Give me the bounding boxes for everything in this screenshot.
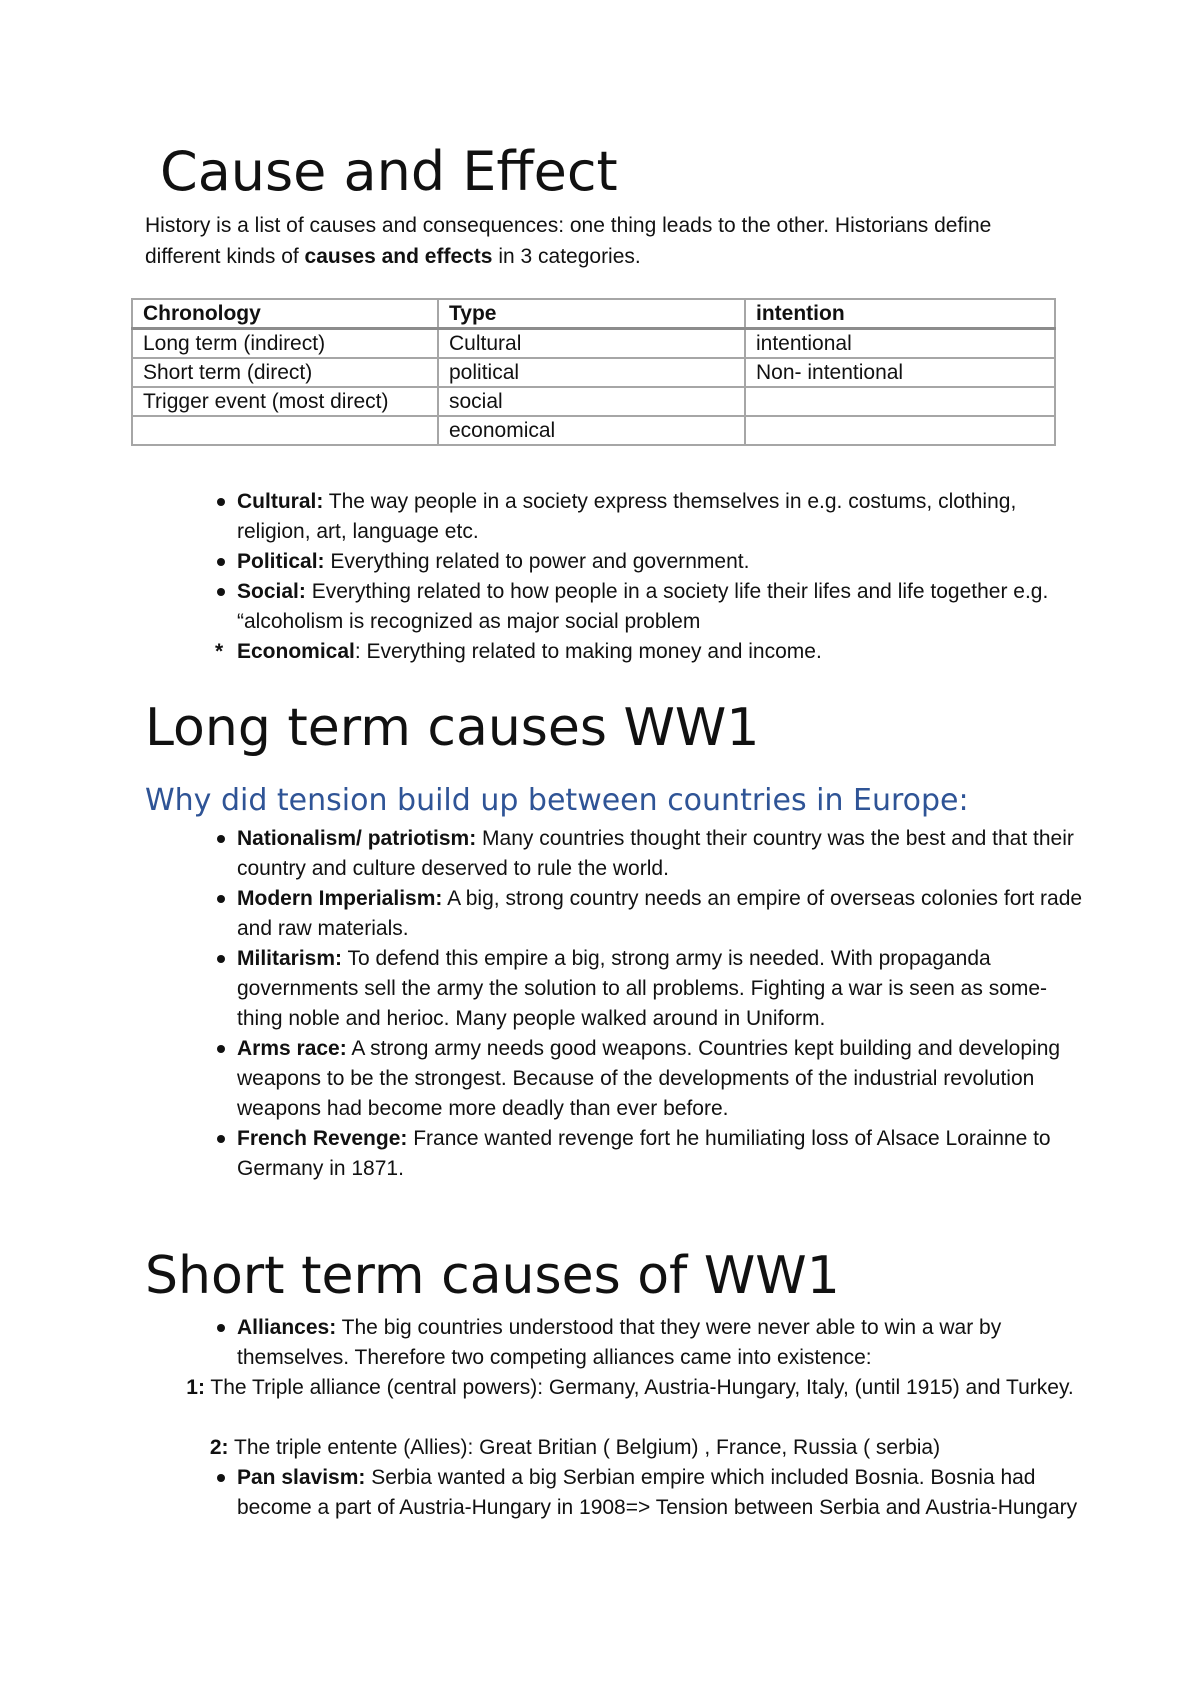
list-item — [165, 547, 1085, 577]
table-cell: economical — [438, 416, 745, 445]
item-text: Many countries thought their country was the best and that their country and culture deserved to rule the world. — [237, 827, 1074, 880]
table-cell: Cultural — [438, 329, 745, 359]
item-text: Everything related to how people in a society life their lifes and life together e.g. “alcoholism is recognized as major social problem — [237, 580, 1049, 633]
item-text: The way people in a society express themselves in e.g. costums, clothing, religion, art, language etc. — [237, 490, 1017, 543]
table-cell: Long term (indirect) — [132, 329, 438, 359]
item-term: Cultural: — [237, 490, 324, 513]
item-text: A big, strong country needs an empire of overseas colonies fort rade and raw materials. — [237, 887, 1083, 940]
line-text: The triple entente (Allies): Great Britian ( Belgium) , France, Russia ( serbia) — [228, 1436, 941, 1459]
item-text: Serbia wanted a big Serbian empire which included Bosnia. Bosnia had become a part of Austria-Hungary in 1908=> Tension between Serbia and Austria-Hungary — [237, 1466, 1078, 1519]
item-text: To defend this empire a big, strong army is needed. With propaganda governments sell the army the solution to all problems. Fighting a war is seen as some-thing noble and herioc. Many people walked around in Uniform. — [237, 947, 1048, 1030]
item-text: A strong army needs good weapons. Countries kept building and developing weapons to be the strongest. Because of the developments of the industrial revolution weapons had become more deadly than ever before. — [237, 1037, 1061, 1120]
table-header-row — [132, 299, 1055, 329]
definitions-list — [165, 487, 1085, 667]
long-term-list — [165, 824, 1085, 1184]
item-term: Militarism: — [237, 947, 343, 970]
table-row — [132, 387, 1055, 416]
table-cell: Trigger event (most direct) — [132, 387, 438, 416]
line-text: The Triple alliance (central powers): Germany, Austria-Hungary, Italy, (until 1915) and Turkey. — [204, 1376, 1074, 1399]
list-item — [165, 1124, 1085, 1184]
triple-alliance-line — [175, 1373, 1085, 1403]
item-text: Everything related to power and government. — [324, 550, 750, 573]
triple-entente-line — [165, 1433, 985, 1463]
page-title: Cause and Effect — [160, 140, 618, 203]
intro-text-after: in 3 categories. — [492, 245, 641, 268]
pan-slavism-list — [165, 1463, 1085, 1523]
item-text: The big countries understood that they were never able to win a war by themselves. Therefore two competing alliances came into existence: — [237, 1316, 1002, 1369]
item-term: Modern Imperialism: — [237, 887, 443, 910]
list-item — [165, 1313, 1085, 1373]
table-cell: intentional — [745, 329, 1055, 359]
table-cell — [745, 416, 1055, 445]
table-cell: social — [438, 387, 745, 416]
line-number: 1: — [186, 1376, 205, 1399]
intro-text-before: History is a list of causes and consequences: one thing leads to the other. Historians define different kinds of — [145, 214, 992, 268]
long-term-heading: Long term causes WW1 — [145, 698, 760, 758]
alliances-list — [165, 1313, 1085, 1373]
asterisk-marker: * — [215, 640, 224, 663]
table-cell: Non- intentional — [745, 358, 1055, 387]
list-item — [165, 1463, 1085, 1523]
item-term: Political: — [237, 550, 325, 573]
table-cell — [745, 387, 1055, 416]
item-term: Arms race: — [237, 1037, 347, 1060]
list-item — [165, 884, 1085, 944]
intro-bold: causes and effects — [304, 245, 493, 268]
long-term-subheading: Why did tension build up between countries in Europe: — [145, 783, 969, 818]
categories-table — [131, 298, 1056, 446]
table-row — [132, 329, 1055, 359]
intro-paragraph — [145, 210, 1065, 272]
table-header-cell: Type — [438, 299, 745, 329]
short-term-heading: Short term causes of WW1 — [145, 1246, 840, 1306]
item-term: Alliances: — [237, 1316, 337, 1339]
table-row — [132, 358, 1055, 387]
list-item — [165, 487, 1085, 547]
line-number: 2: — [209, 1436, 229, 1459]
list-item — [165, 577, 1085, 637]
list-item — [165, 637, 1085, 667]
table-header-cell: intention — [745, 299, 1055, 329]
table-header-cell: Chronology — [132, 299, 438, 329]
item-text: : Everything related to making money and income. — [354, 640, 822, 663]
item-term: French Revenge: — [237, 1127, 408, 1150]
item-term: Pan slavism: — [237, 1466, 366, 1489]
item-text: France wanted revenge fort he humiliating loss of Alsace Lorainne to Germany in 1871. — [237, 1127, 1051, 1180]
table-row — [132, 416, 1055, 445]
table-cell: political — [438, 358, 745, 387]
table-cell: Short term (direct) — [132, 358, 438, 387]
list-item — [165, 1034, 1085, 1124]
item-term: Social: — [237, 580, 306, 603]
item-term: Nationalism/ patriotism: — [237, 827, 477, 850]
table-cell — [132, 416, 438, 445]
list-item — [165, 944, 1085, 1034]
list-item — [165, 824, 1085, 884]
item-term: Economical — [237, 640, 355, 663]
